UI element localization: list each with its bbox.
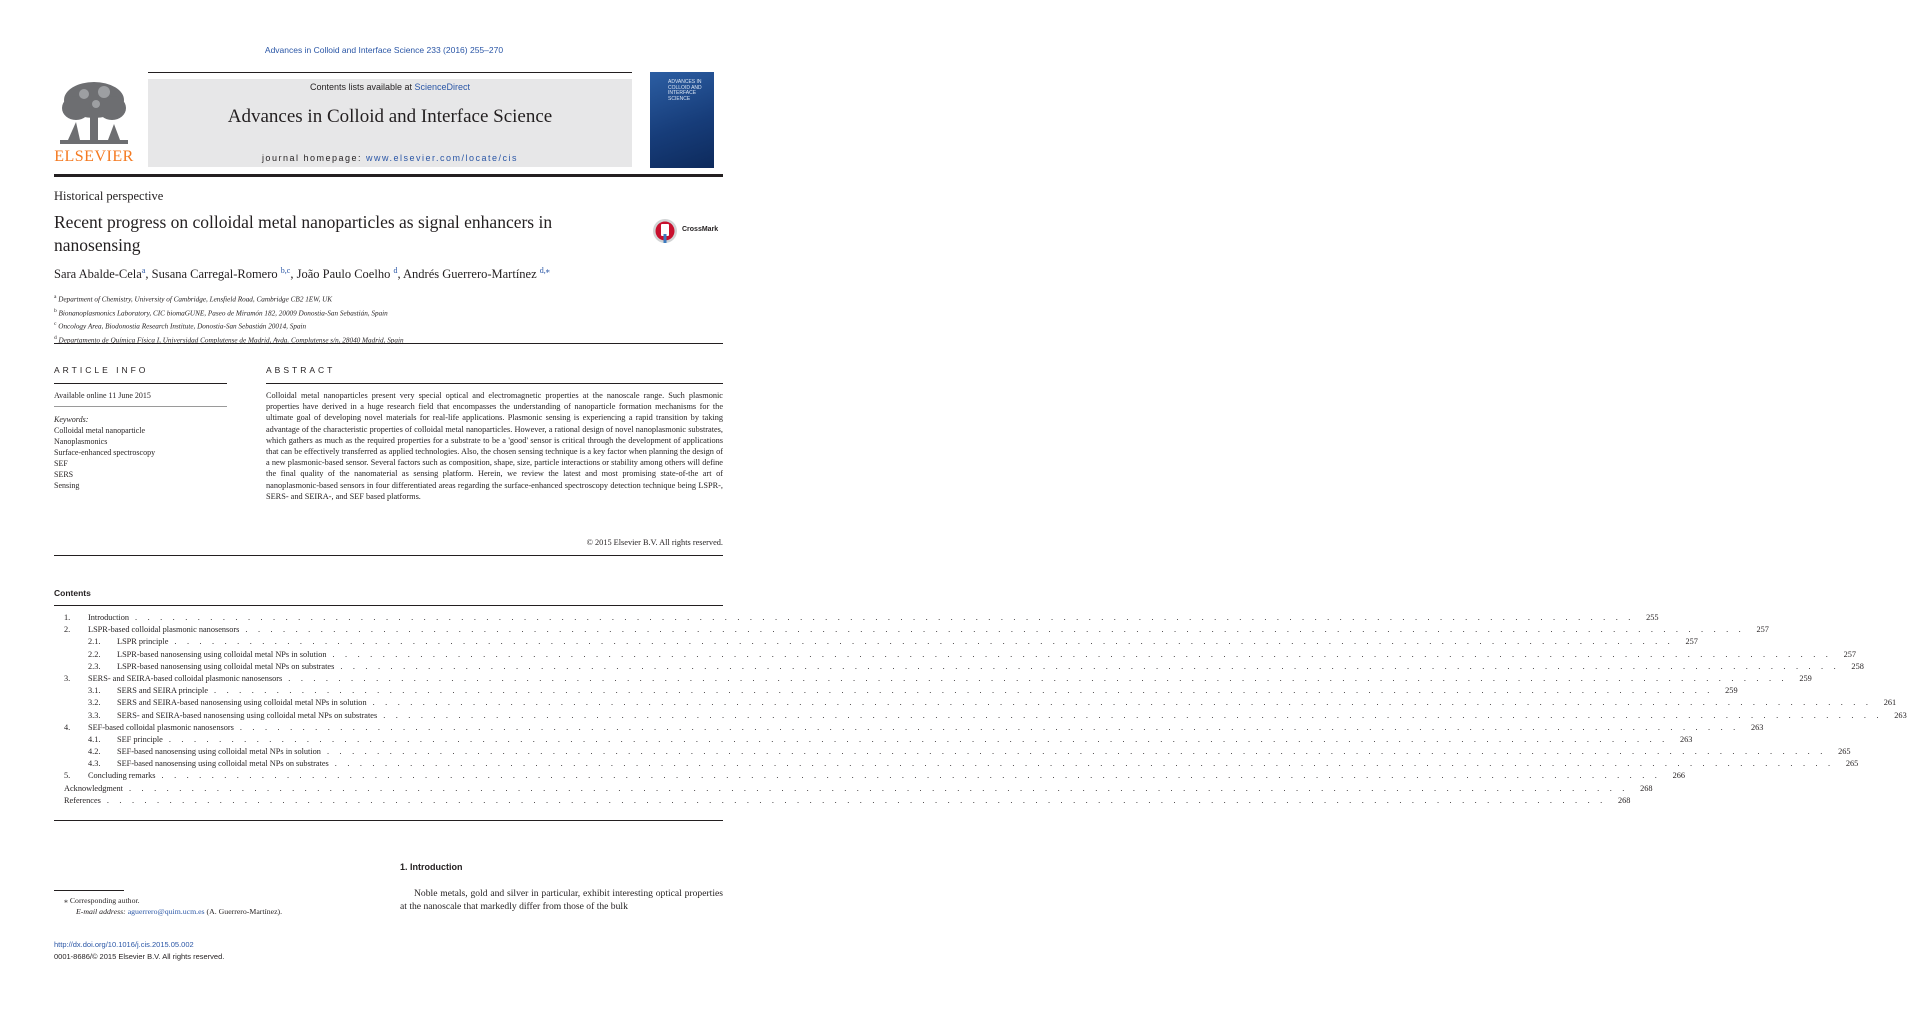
author-email-link[interactable]: aguerrero@quim.ucm.es xyxy=(127,907,205,916)
journal-title: Advances in Colloid and Interface Science xyxy=(227,106,553,127)
toc-entry-page[interactable]: 268 xyxy=(1617,795,1631,805)
toc-entry-number: 3. xyxy=(64,673,71,683)
toc-entry-page[interactable]: 265 xyxy=(1845,759,1859,769)
keywords-label: Keywords: xyxy=(54,415,89,424)
affiliation-text: Departamento de Química Física I, Universidad Complutense de Madrid, Avda. Complutense s/n, 28040 Madrid, Spain xyxy=(58,336,404,345)
toc-entry-page[interactable]: 263 xyxy=(1750,722,1764,732)
toc-entry-number: 2.3. xyxy=(88,661,101,671)
toc-entry-page[interactable]: 257 xyxy=(1685,637,1698,647)
toc-entry[interactable] xyxy=(54,636,1698,648)
keyword: Sensing xyxy=(54,481,80,490)
sciencedirect-link[interactable]: ScienceDirect xyxy=(414,82,471,92)
journal-cover-image xyxy=(650,72,714,168)
author-separator: , xyxy=(145,267,152,282)
keyword: Colloidal metal nanoparticle xyxy=(54,426,146,435)
toc-entry-page[interactable]: 259 xyxy=(1799,673,1812,683)
toc-entry-title[interactable]: Concluding remarks xyxy=(88,771,156,781)
issn-copyright-line: 0001-8686/© 2015 Elsevier B.V. All rights reserved. xyxy=(54,952,225,961)
toc-entry-number: 3.1. xyxy=(88,686,101,696)
toc-entry-title[interactable]: References xyxy=(64,795,101,805)
article-info-heading: ARTICLE INFO xyxy=(54,365,149,375)
toc-entry-title[interactable]: Introduction xyxy=(88,613,130,622)
toc-leader-dots: . . . . . . . . . . . . . . . . . . . . . . . . . . . . . . . . . . . . . . . . . . . . . . . . . . . . . . . . . . . . . . . . . . . . . . . . . . . . . . . . . . . . . . . . . . . . . . . . . . . . . . . . . . . . . . . . . . . . . . . . xyxy=(334,759,1835,769)
abstract-copyright: © 2015 Elsevier B.V. All rights reserved. xyxy=(586,538,723,547)
affiliation-list xyxy=(54,292,404,346)
abstract-text: Colloidal metal nanoparticles present very special optical and electromagnetic properties at the nanoscale range. Such plasmonic properties have derived in a huge research field that encompasses the understanding of nanoparticle formation mechanisms for the ultimate goal of developing novel materials for real-life applications. Plasmonic sensing is experiencing a rapid transition by taking advantage of the characteristic properties of colloidal metal nanoparticles. However, a rational design of novel nanoplasmonic substrates, which gathers as much as the required properties for a substrate to be a 'good' sensor is critical through the development of applications that can be effectively transferred as applied technologies. Also, the chosen sensing technique is a key factor when planning the design of a new plasmonic-based sensor. Several factors such as composition, shape, size, particle interactions or stability among others will define the final quality of the nanomaterial as sensing platform. Herein, we review the latest and most promising state-of-the art of nanoplasmonic-based sensors in four differentiated areas regarding the surface-enhanced spectroscopy detection technique being LSPR-, SERS- and SEIRA-, and SEF based platforms. xyxy=(266,391,723,501)
article-info-divider xyxy=(54,406,227,407)
toc-leader-dots: . . . . . . . . . . . . . . . . . . . . . . . . . . . . . . . . . . . . . . . . . . . . . . . . . . . . . . . . . . . . . . . . . . . . . . . . . . . . . . . . . . . . . . . . . . . . . . . . . . . . . . . . . . . . . . . . . . . . . . . . xyxy=(239,722,1740,732)
toc-entry-number: 4. xyxy=(64,722,71,732)
crossmark-label: CrossMark xyxy=(682,226,719,233)
author-affiliation-mark[interactable]: a xyxy=(141,266,146,275)
toc-entry-number: 2. xyxy=(64,625,71,635)
toc-entry-number: 4.3. xyxy=(88,759,101,769)
toc-entry-number: 1. xyxy=(64,613,71,622)
toc-leader-dots: . . . . . . . . . . . . . . . . . . . . . . . . . . . . . . . . . . . . . . . . . . . . . . . . . . . . . . . . . . . . . . . . . . . . . . . . . . . . . . . . . . . . . . . . . . . . . . . . . . . . . . . . . . . . . . . . . . . . . . . . xyxy=(372,698,1873,708)
toc-entry-page[interactable]: 255 xyxy=(1646,613,1659,622)
keyword: Surface-enhanced spectroscopy xyxy=(54,448,156,457)
keywords-block xyxy=(54,414,155,491)
footnote-corresponding: Corresponding author. xyxy=(69,896,140,905)
toc-entry-page[interactable]: 257 xyxy=(1756,625,1769,635)
toc-entry-title[interactable]: SEF-based nanosensing using colloidal metal NPs in solution xyxy=(117,747,321,757)
toc-entry-page[interactable]: 258 xyxy=(1851,661,1864,671)
toc-entry-number: 5. xyxy=(64,771,71,781)
toc-leader-dots: . . . . . . . . . . . . . . . . . . . . . . . . . . . . . . . . . . . . . . . . . . . . . . . . . . . . . . . . . . . . . . . . . . . . . . . . . . . . . . . . . . . . . . . . . . . . . . . . . . . . . . . . . . . . . . . . . . . . . . . . xyxy=(288,673,1788,683)
introduction-text: Noble metals, gold and silver in particular, exhibit interesting optical properties at the nanoscale that markedly differ from those of the bulk xyxy=(400,888,723,912)
crossmark-icon xyxy=(652,217,678,245)
toc-entry[interactable] xyxy=(54,649,1857,661)
table-of-contents xyxy=(54,612,1907,807)
toc-entry-page[interactable]: 257 xyxy=(1843,649,1857,659)
toc-entry-number: 2.2. xyxy=(88,649,101,659)
journal-reference-link[interactable]: Advances in Colloid and Interface Science 233 (2016) 255–270 xyxy=(264,45,504,55)
abstract-rule xyxy=(266,383,723,384)
toc-entry-number: 4.1. xyxy=(88,734,101,744)
toc-entry[interactable] xyxy=(54,783,1653,795)
toc-entry-title[interactable]: LSPR principle xyxy=(117,637,169,647)
contents-rule-top xyxy=(54,605,723,606)
toc-entry[interactable] xyxy=(54,673,1812,685)
toc-entry-title[interactable]: SERS and SEIRA principle xyxy=(117,686,209,696)
corresponding-author-footnote xyxy=(54,895,282,917)
affiliation-text: Oncology Area, Biodonostia Research Institute, Donostia-San Sebastián 20014, Spain xyxy=(58,322,307,331)
affiliation-rule xyxy=(54,343,723,344)
toc-leader-dots: . . . . . . . . . . . . . . . . . . . . . . . . . . . . . . . . . . . . . . . . . . . . . . . . . . . . . . . . . . . . . . . . . . . . . . . . . . . . . . . . . . . . . . . . . . . . . . . . . . . . . . . . . . . . . . . . . . . . . . . . xyxy=(161,771,1662,781)
author-name[interactable]: Andrés Guerrero-Martínez xyxy=(403,267,537,282)
author-separator: , xyxy=(397,267,404,282)
toc-entry-page[interactable]: 261 xyxy=(1883,698,1897,708)
toc-entry-number: 4.2. xyxy=(88,747,101,757)
affiliation-mark: b xyxy=(54,307,57,314)
journal-homepage-line xyxy=(148,153,632,163)
elsevier-tree-icon xyxy=(54,78,134,150)
affiliation-mark: a xyxy=(54,294,57,300)
toc-entry-title[interactable]: SERS- and SEIRA-based colloidal plasmonic nanosensors xyxy=(88,673,283,683)
toc-entry-title[interactable]: LSPR-based nanosensing using colloidal metal NPs in solution xyxy=(117,649,327,659)
toc-entry-number: 3.2. xyxy=(88,698,101,708)
toc-entry-page[interactable]: 259 xyxy=(1725,686,1738,696)
toc-leader-dots: . . . . . . . . . . . . . . . . . . . . . . . . . . . . . . . . . . . . . . . . . . . . . . . . . . . . . . . . . . . . . . . . . . . . . . . . . . . . . . . . . . . . . . . . . . . . . . . . . . . . . . . . . . . . . . . . . . . . . . . . xyxy=(129,783,1629,793)
affiliation-item xyxy=(54,319,404,333)
homepage-prefix: journal homepage: xyxy=(261,153,366,163)
section-type: Historical perspective xyxy=(54,189,164,203)
crossmark-badge[interactable] xyxy=(652,217,732,245)
toc-leader-dots: . . . . . . . . . . . . . . . . . . . . . . . . . . . . . . . . . . . . . . . . . . . . . . . . . . . . . . . . . . . . . . . . . . . . . . . . . . . . . . . . . . . . . . . . . . . . . . . . . . . . . . . . . . . . . . . . . . . . . . . . xyxy=(245,625,1745,635)
toc-entry-number: 2.1. xyxy=(88,637,101,647)
toc-leader-dots: . . . . . . . . . . . . . . . . . . . . . . . . . . . . . . . . . . . . . . . . . . . . . . . . . . . . . . . . . . . . . . . . . . . . . . . . . . . . . . . . . . . . . . . . . . . . . . . . . . . . . . . . . . . . . . . . . . . . . . . . xyxy=(326,747,1827,757)
keyword: SEF xyxy=(54,459,68,468)
toc-entry-page[interactable]: 268 xyxy=(1640,783,1653,793)
author-affiliation-mark[interactable]: d,⁎ xyxy=(539,266,550,275)
toc-leader-dots: . . . . . . . . . . . . . . . . . . . . . . . . . . . . . . . . . . . . . . . . . . . . . . . . . . . . . . . . . . . . . . . . . . . . . . . . . . . . . . . . . . . . . . . . . . . . . . . . . . . . . . . . . . . . . . . . . . . . . . . . xyxy=(174,637,1674,647)
homepage-link[interactable]: www.elsevier.com/locate/cis xyxy=(366,153,519,163)
toc-entry[interactable] xyxy=(54,612,1659,624)
toc-entry[interactable] xyxy=(54,661,1864,673)
affiliation-item xyxy=(54,306,404,320)
footnote-mark: ⁎ xyxy=(64,896,68,905)
keyword: SERS xyxy=(54,470,74,479)
toc-entry-number: 3.3. xyxy=(88,710,101,720)
header-rule-bottom xyxy=(54,174,723,177)
cover-title: ADVANCES IN COLLOID AND INTERFACE SCIENCE xyxy=(668,79,702,102)
toc-entry-title[interactable]: SERS and SEIRA-based nanosensing using colloidal metal NPs in solution xyxy=(117,698,367,708)
toc-entry-title[interactable]: Acknowledgment xyxy=(64,783,123,793)
contents-heading: Contents xyxy=(54,588,91,598)
toc-leader-dots: . . . . . . . . . . . . . . . . . . . . . . . . . . . . . . . . . . . . . . . . . . . . . . . . . . . . . . . . . . . . . . . . . . . . . . . . . . . . . . . . . . . . . . . . . . . . . . . . . . . . . . . . . . . . . . . . . . . . . . . . xyxy=(135,613,1635,622)
toc-leader-dots: . . . . . . . . . . . . . . . . . . . . . . . . . . . . . . . . . . . . . . . . . . . . . . . . . . . . . . . . . . . . . . . . . . . . . . . . . . . . . . . . . . . . . . . . . . . . . . . . . . . . . . . . . . . . . . . . . . . . . . . . xyxy=(383,710,1883,720)
affiliation-text: Bionanoplasmonics Laboratory, CIC biomaGUNE, Paseo de Miramón 182, 20009 Donostia-San Sebastián, Spain xyxy=(58,308,388,317)
author-affiliation-mark[interactable]: b,c xyxy=(280,266,291,275)
introduction-heading: 1. Introduction xyxy=(400,862,463,872)
toc-leader-dots: . . . . . . . . . . . . . . . . . . . . . . . . . . . . . . . . . . . . . . . . . . . . . . . . . . . . . . . . . . . . . . . . . . . . . . . . . . . . . . . . . . . . . . . . . . . . . . . . . . . . . . . . . . . . . . . . . . . . . . . . xyxy=(106,795,1607,805)
article-title: Recent progress on colloidal metal nanoparticles as signal enhancers in nanosensing xyxy=(54,212,553,255)
doi-link[interactable]: http://dx.doi.org/10.1016/j.cis.2015.05.002 xyxy=(54,940,194,949)
author-name[interactable]: Sara Abalde-Cela xyxy=(54,267,142,282)
toc-entry[interactable] xyxy=(54,795,1631,807)
affiliation-item xyxy=(54,292,404,306)
email-label: E-mail address: xyxy=(76,907,128,916)
toc-leader-dots: . . . . . . . . . . . . . . . . . . . . . . . . . . . . . . . . . . . . . . . . . . . . . . . . . . . . . . . . . . . . . . . . . . . . . . . . . . . . . . . . . . . . . . . . . . . . . . . . . . . . . . . . . . . . . . . . . . . . . . . . xyxy=(168,734,1669,744)
author-affiliation-mark[interactable]: d xyxy=(393,266,398,275)
article-info-rule xyxy=(54,383,227,384)
keyword: Nanoplasmonics xyxy=(54,437,108,446)
toc-entry[interactable] xyxy=(54,722,1764,734)
toc-leader-dots: . . . . . . . . . . . . . . . . . . . . . . . . . . . . . . . . . . . . . . . . . . . . . . . . . . . . . . . . . . . . . . . . . . . . . . . . . . . . . . . . . . . . . . . . . . . . . . . . . . . . . . . . . . . . . . . . . . . . . . . . xyxy=(332,649,1833,659)
toc-entry-page[interactable]: 266 xyxy=(1672,771,1686,781)
toc-entry-page[interactable]: 265 xyxy=(1838,747,1851,757)
affiliation-item xyxy=(54,333,404,347)
author-separator: , xyxy=(290,267,297,282)
contents-prefix: Contents lists available at xyxy=(309,82,415,92)
toc-entry-title[interactable]: SEF principle xyxy=(117,734,163,744)
toc-entry-title[interactable]: LSPR-based colloidal plasmonic nanosensors xyxy=(88,625,240,635)
toc-leader-dots: . . . . . . . . . . . . . . . . . . . . . . . . . . . . . . . . . . . . . . . . . . . . . . . . . . . . . . . . . . . . . . . . . . . . . . . . . . . . . . . . . . . . . . . . . . . . . . . . . . . . . . . . . . . . . . . . . . . . . . . . xyxy=(214,686,1714,696)
toc-entry[interactable] xyxy=(54,746,1851,758)
toc-entry-page[interactable]: 263 xyxy=(1894,710,1907,720)
affiliation-text: Department of Chemistry, University of Cambridge, Lensfield Road, Cambridge CB2 1EW, UK xyxy=(58,295,333,304)
available-online-date: Available online 11 June 2015 xyxy=(54,391,151,400)
contents-available-line xyxy=(148,82,632,92)
author-name[interactable]: João Paulo Coelho xyxy=(296,267,391,282)
footnote-rule xyxy=(54,890,124,891)
toc-entry[interactable] xyxy=(54,758,1859,770)
toc-entry-page[interactable]: 263 xyxy=(1679,734,1693,744)
toc-entry-title[interactable]: SEF-based colloidal plasmonic nanosensors xyxy=(88,722,234,732)
author-list xyxy=(54,266,550,282)
affiliation-mark: d xyxy=(54,334,57,341)
toc-entry[interactable] xyxy=(54,770,1686,782)
author-name[interactable]: Susana Carregal-Romero xyxy=(151,267,278,282)
toc-entry-title[interactable]: SEF-based nanosensing using colloidal metal NPs on substrates xyxy=(117,759,329,769)
toc-entry[interactable] xyxy=(54,697,1897,709)
toc-entry[interactable] xyxy=(54,734,1693,746)
abstract-end-rule xyxy=(54,555,723,556)
abstract-heading: ABSTRACT xyxy=(266,365,336,375)
toc-entry-title[interactable]: SERS- and SEIRA-based nanosensing using colloidal metal NPs on substrates xyxy=(117,710,378,720)
header-rule-top xyxy=(148,72,632,73)
elsevier-logo xyxy=(54,78,134,166)
toc-leader-dots: . . . . . . . . . . . . . . . . . . . . . . . . . . . . . . . . . . . . . . . . . . . . . . . . . . . . . . . . . . . . . . . . . . . . . . . . . . . . . . . . . . . . . . . . . . . . . . . . . . . . . . . . . . . . . . . . . . . . . . . . xyxy=(340,661,1840,671)
elsevier-wordmark: ELSEVIER xyxy=(54,148,134,165)
toc-entry[interactable] xyxy=(54,624,1769,636)
contents-rule-bottom xyxy=(54,820,723,821)
toc-entry[interactable] xyxy=(54,685,1738,697)
email-owner: (A. Guerrero-Martínez). xyxy=(204,907,283,916)
affiliation-mark: c xyxy=(54,321,57,328)
toc-entry[interactable] xyxy=(54,710,1907,722)
toc-entry-title[interactable]: LSPR-based nanosensing using colloidal metal NPs on substrates xyxy=(117,661,335,671)
